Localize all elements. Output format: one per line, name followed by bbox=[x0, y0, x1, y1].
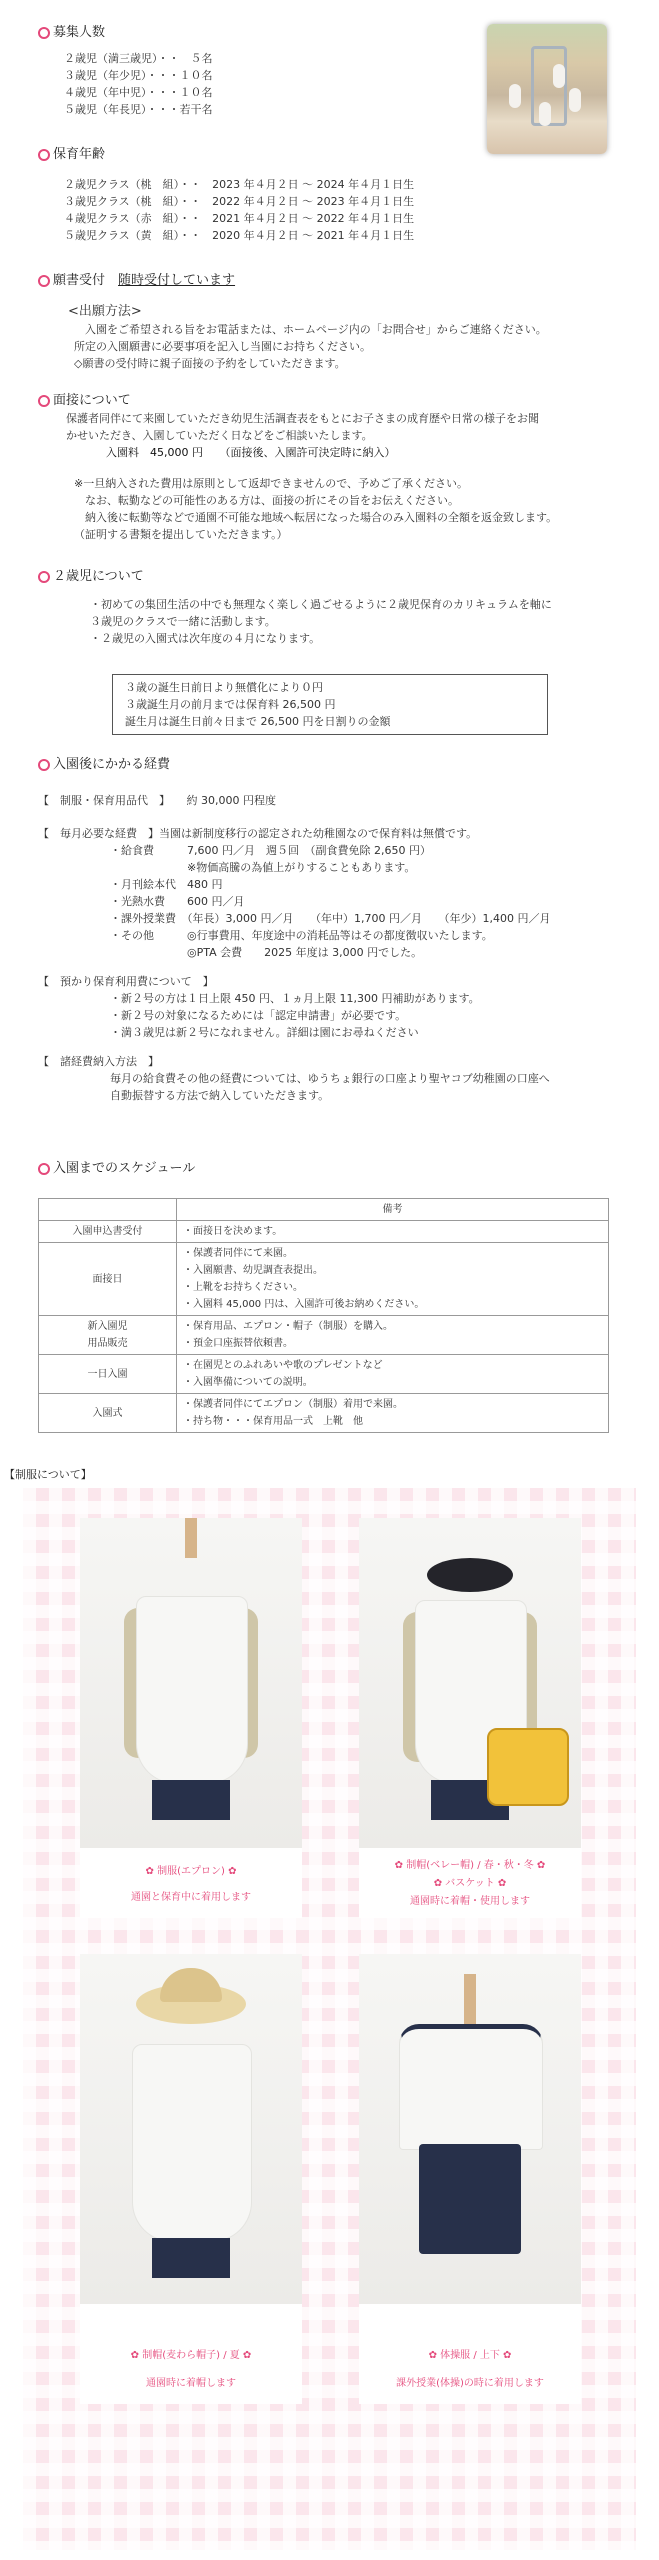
schedule-step: 新入園児 用品販売 bbox=[39, 1316, 177, 1355]
monthly-line: ・給食費 7,600 円／月 週５回 （副食費免除 2,650 円） bbox=[110, 844, 431, 857]
schedule-item: ・保護者同伴にてエプロン（制服）着用で来園。 bbox=[183, 1399, 403, 1410]
age-line: ４歳児クラス（赤 組）・・ 2021 年４月２日 〜 2022 年４月１日生 bbox=[64, 212, 415, 225]
schedule-item: ・面接日を決めます。 bbox=[183, 1226, 283, 1237]
uniform-card-beret bbox=[359, 1518, 581, 1918]
monthly-intro: 当園は新制度移行の認定された幼稚園なので保育料は無償です。 bbox=[159, 827, 478, 840]
twoyear-box-line: ３歳の誕生日前日より無償化により０円 bbox=[125, 681, 323, 694]
recruit-line: ３歳児（年少児）・・・１０名 bbox=[64, 69, 213, 82]
twoyear-heading: ２歳児について bbox=[38, 568, 628, 586]
entrance-fee: 入園料 45,000 円 （面接後、入園許可決定時に納入） bbox=[106, 446, 396, 459]
application-note: 随時受付しています bbox=[118, 273, 236, 288]
schedule-section bbox=[38, 1160, 628, 1178]
interview-note: （証明する書類を提出していただきます。） bbox=[74, 528, 288, 541]
uniform-card-apron bbox=[80, 1518, 302, 1918]
monthly-line: ◎PTA 会費 2025 年度は 3,000 円でした。 bbox=[110, 946, 423, 959]
schedule-step: 入園申込書受付 bbox=[39, 1221, 177, 1243]
recruit-line: ４歳児（年中児）・・・１０名 bbox=[64, 86, 213, 99]
azukari-title: 【 預かり保育利用費について 】 bbox=[38, 975, 214, 988]
schedule-item: ・持ち物・・・保育用品一式 上靴 他 bbox=[183, 1416, 363, 1427]
age-line: ２歳児クラス（桃 組）・・ 2023 年４月２日 〜 2024 年４月１日生 bbox=[64, 178, 415, 191]
pay-line: 毎月の給食費その他の経費については、ゆうちょ銀行の口座より聖ヤコブ幼稚園の口座へ bbox=[110, 1072, 550, 1085]
remarks-header: 備考 bbox=[177, 1199, 609, 1221]
uniform-card-gym bbox=[359, 1954, 581, 2404]
uniform-gallery bbox=[23, 1488, 636, 2550]
age-line: ３歳児クラス（桃 組）・・ 2022 年４月２日 〜 2023 年４月１日生 bbox=[64, 195, 415, 208]
card-sub2: ✿ バスケット ✿ bbox=[433, 1878, 507, 1889]
card-title: ✿ 制帽(ベレー帽) / 春・秋・冬 ✿ bbox=[394, 1860, 546, 1871]
costs-heading: 入園後にかかる経費 bbox=[38, 756, 628, 774]
card-title: ✿ 制服(エプロン) ✿ bbox=[145, 1866, 237, 1877]
monthly-line: ※物価高騰の為値上がりすることもあります。 bbox=[110, 861, 416, 874]
application-line: 入園をご希望される旨をお電話または、ホームページ内の「お問合せ」からご連絡ください。 bbox=[74, 323, 547, 336]
interview-note: ※一旦納入された費用は原則として返却できませんので、予めご了承ください。 bbox=[74, 477, 468, 490]
schedule-item: ・入園願書、幼児調査表提出。 bbox=[183, 1265, 323, 1276]
application-line: ◇願書の受付時に親子面接の予約をしていただきます。 bbox=[74, 357, 346, 370]
interview-section bbox=[38, 392, 628, 543]
table-row bbox=[39, 1199, 609, 1221]
age-section bbox=[38, 146, 628, 244]
gym-uniform-photo bbox=[359, 1954, 581, 2304]
card-sub: 通園と保育中に着用します bbox=[131, 1892, 251, 1903]
interview-note: なお、転勤などの可能性のある方は、面接の折にその旨をお伝えください。 bbox=[74, 494, 459, 507]
twoyear-section bbox=[38, 568, 628, 647]
schedule-item: ・上靴をお持ちください。 bbox=[183, 1282, 303, 1293]
application-heading: 願書受付 bbox=[53, 273, 106, 288]
azukari-line: ・満３歳児は新２号になれません。詳細は園にお尋ねください bbox=[110, 1026, 419, 1039]
table-row bbox=[39, 1355, 609, 1394]
card-title: ✿ 制帽(麦わら帽子) / 夏 ✿ bbox=[130, 2350, 252, 2361]
azukari-line: ・新２号の対象になるためには「認定申請書」が必要です。 bbox=[110, 1009, 407, 1022]
monthly-line: ・光熱水費 600 円／月 bbox=[110, 895, 245, 908]
twoyear-box-line: ３歳誕生月の前月までは保育料 26,500 円 bbox=[125, 698, 336, 711]
uniform-cost: 【 制服・保育用品代 】 約 30,000 円程度 bbox=[38, 794, 276, 807]
method-title: <出願方法> bbox=[68, 304, 142, 319]
beret-photo bbox=[359, 1518, 581, 1848]
twoyear-line: ・２歳児の入園式は次年度の４月になります。 bbox=[90, 632, 321, 645]
schedule-step: 面接日 bbox=[39, 1243, 177, 1316]
schedule-heading: 入園までのスケジュール bbox=[38, 1160, 628, 1178]
card-sub: 通園時に着帽・使用します bbox=[410, 1896, 530, 1907]
interview-line: かせいただき、入園していただく日などをご相談いたします。 bbox=[66, 429, 373, 442]
table-row bbox=[39, 1243, 609, 1316]
recruit-line: ５歳児（年長児）・・・若干名 bbox=[64, 103, 213, 116]
schedule-step: 一日入園 bbox=[39, 1355, 177, 1394]
recruit-section bbox=[38, 24, 628, 118]
age-line: ５歳児クラス（黄 組）・・ 2020 年４月２日 〜 2021 年４月１日生 bbox=[64, 229, 415, 242]
table-row bbox=[39, 1394, 609, 1433]
apron-photo bbox=[80, 1518, 302, 1848]
table-row bbox=[39, 1316, 609, 1355]
uniform-card-straw-hat bbox=[80, 1954, 302, 2404]
schedule-item: ・在園児とのふれあいや歌のプレゼントなど bbox=[183, 1360, 383, 1371]
schedule-item: ・保育用品、エプロン・帽子（制服）を購入。 bbox=[183, 1321, 393, 1332]
schedule-item: ・入園料 45,000 円は、入園許可後お納めください。 bbox=[183, 1299, 425, 1310]
application-section bbox=[38, 272, 628, 372]
interview-heading: 面接について bbox=[38, 392, 628, 410]
card-sub: 課外授業(体操)の時に着用します bbox=[396, 2378, 544, 2389]
twoyear-line: ３歳児のクラスで一緒に活動します。 bbox=[90, 615, 276, 628]
interview-note: 納入後に転勤等などで通園不可能な地域へ転居になった場合のみ入園料の全額を返金致します。 bbox=[74, 511, 558, 524]
pay-title: 【 諸経費納入方法 】 bbox=[38, 1055, 159, 1068]
schedule-item: ・保護者同伴にて来園。 bbox=[183, 1248, 293, 1259]
pay-line: 自動振替する方法で納入していただきます。 bbox=[110, 1089, 330, 1102]
schedule-item: ・預金口座振替依頼書。 bbox=[183, 1338, 293, 1349]
schedule-item: ・入園準備についての説明。 bbox=[183, 1377, 313, 1388]
straw-hat-photo bbox=[80, 1954, 302, 2304]
table-row bbox=[39, 1221, 609, 1243]
schedule-step: 入園式 bbox=[39, 1394, 177, 1433]
monthly-line: ・課外授業費 （年長）3,000 円／月 （年中）1,700 円／月 （年少）1,400 円／月 bbox=[110, 912, 551, 925]
monthly-line: ・その他 ◎行事費用、年度途中の消耗品等はその都度徴収いたします。 bbox=[110, 929, 493, 942]
schedule-table bbox=[38, 1198, 609, 1433]
twoyear-box-line: 誕生月は誕生日前々日まで 26,500 円を日割りの金額 bbox=[125, 715, 391, 728]
azukari-line: ・新２号の方は１日上限 450 円、１ヵ月上限 11,300 円補助があります。 bbox=[110, 992, 480, 1005]
costs-section bbox=[38, 756, 628, 1104]
age-heading: 保育年齢 bbox=[38, 146, 628, 164]
twoyear-fee-box bbox=[112, 674, 548, 735]
card-sub: 通園時に着帽します bbox=[146, 2378, 236, 2389]
twoyear-line: ・初めての集団生活の中でも無理なく楽しく過ごせるように２歳児保育のカリキュラムを軸に bbox=[90, 598, 552, 611]
uniform-heading: 【制服について】 bbox=[4, 1468, 92, 1481]
recruit-heading: 募集人数 bbox=[38, 24, 628, 42]
monthly-title: 【 毎月必要な経費 】 bbox=[38, 827, 159, 840]
recruit-line: ２歳児（満三歳児）・・ ５名 bbox=[64, 52, 213, 65]
card-title: ✿ 体操服 / 上下 ✿ bbox=[428, 2350, 512, 2361]
application-line: 所定の入園願書に必要事項を記入し当園にお持ちください。 bbox=[74, 340, 371, 353]
interview-line: 保護者同伴にて来園していただき幼児生活調査表をもとにお子さまの成育歴や日常の様子をお聞 bbox=[66, 412, 539, 425]
monthly-line: ・月刊絵本代 480 円 bbox=[110, 878, 223, 891]
